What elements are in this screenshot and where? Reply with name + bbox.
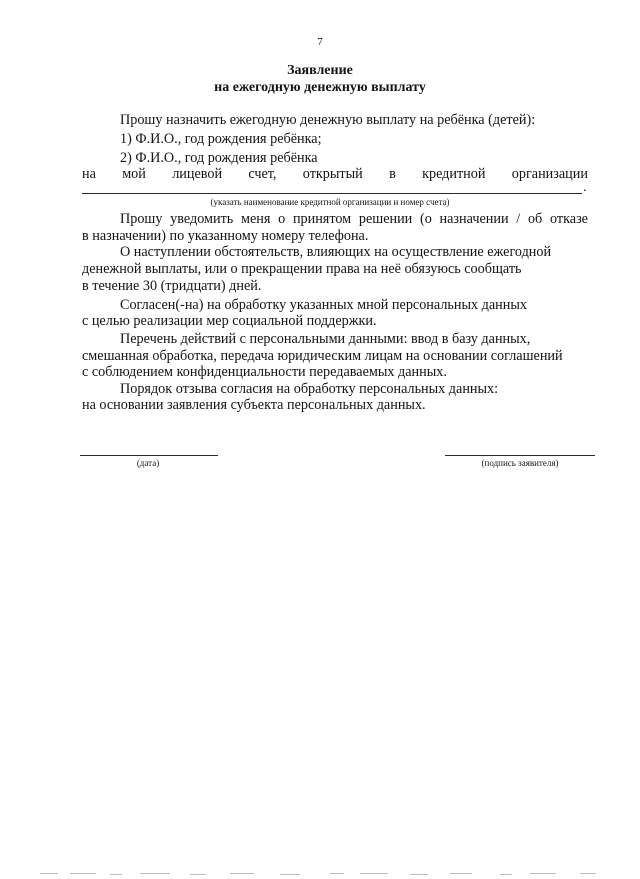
revocation-line-2: на основании заявления субъекта персональных данных. [82, 397, 426, 413]
document-subtitle: на ежегодную денежную выплату [214, 80, 426, 95]
circumstances-line-2: денежной выплаты, или о прекращении права на неё обязуюсь сообщать [82, 261, 522, 277]
revocation-line-1: Порядок отзыва согласия на обработку персональных данных: [120, 381, 499, 397]
account-word: счет, [248, 166, 277, 182]
word: / [516, 211, 521, 227]
account-word: в [389, 166, 396, 182]
word: меня [241, 211, 271, 227]
account-caption: (указать наименование кредитной организации и номер счета) [210, 197, 450, 207]
child-line-2: 2) Ф.И.О., год рождения ребёнка [120, 150, 318, 166]
circumstances-line-3: в течение 30 (тридцати) дней. [82, 278, 262, 294]
word: решении [358, 211, 413, 227]
signature-line [445, 455, 595, 456]
word: назначении [439, 211, 509, 227]
account-word: организации [511, 166, 588, 182]
consent-line-1: Согласен(-на) на обработку указанных мной персональных данных [120, 297, 527, 313]
word: об [527, 211, 543, 227]
word: (о [419, 211, 432, 227]
account-word: лицевой [172, 166, 223, 182]
account-word: мой [122, 166, 146, 182]
word: принятом [292, 211, 352, 227]
document-title: Заявление [287, 63, 353, 78]
account-word: открытый [302, 166, 363, 182]
word: Прошу [120, 211, 163, 227]
word: о [278, 211, 286, 227]
account-end-dot: . [583, 180, 587, 195]
actions-line-3: с соблюдением конфиденциальности передаваемых данных. [82, 364, 447, 380]
circumstances-line-1: О наступлении обстоятельств, влияющих на осуществление ежегодной [120, 244, 552, 260]
consent-line-2: с целью реализации мер социальной поддержки. [82, 313, 377, 329]
account-fill-line [82, 193, 582, 194]
page-number: 7 [317, 36, 323, 48]
request-line: Прошу назначить ежегодную денежную выплату на ребёнка (детей): [120, 112, 536, 128]
notify-line-1 [120, 211, 588, 228]
date-line [80, 455, 218, 456]
account-line [82, 166, 588, 183]
actions-line-1: Перечень действий с персональными данными: ввод в базу данных, [120, 331, 531, 347]
signature-caption: (подпись заявителя) [481, 458, 559, 468]
account-word: кредитной [422, 166, 486, 182]
word: отказе [549, 211, 588, 227]
date-caption: (дата) [136, 458, 160, 468]
actions-line-2: смешанная обработка, передача юридическим лицам на основании соглашений [82, 348, 563, 364]
scan-edge-specks [0, 872, 640, 876]
child-line-1: 1) Ф.И.О., год рождения ребёнка; [120, 131, 322, 147]
word: уведомить [170, 211, 234, 227]
account-word: на [82, 166, 96, 182]
notify-line-2: в назначении) по указанному номеру телефона. [82, 228, 369, 244]
